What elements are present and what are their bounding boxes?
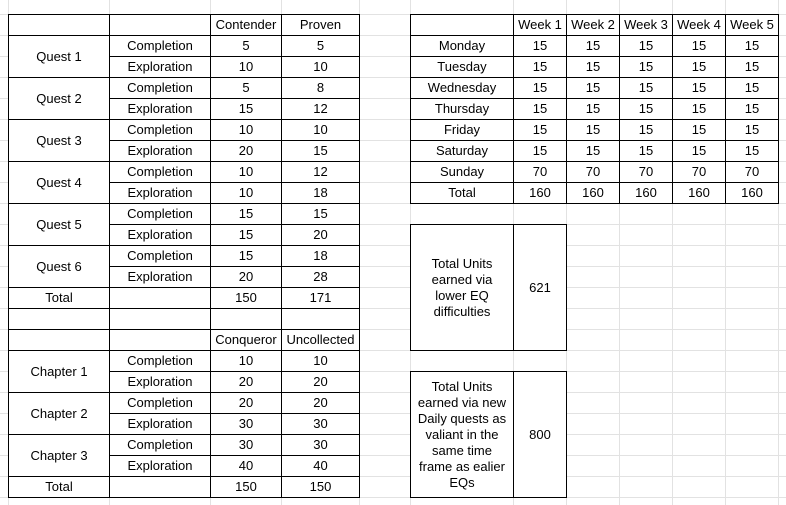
- table-row: [411, 36, 779, 57]
- week-value[interactable]: 15: [567, 78, 620, 99]
- chapters-table: [8, 329, 360, 498]
- completion-value[interactable]: 15: [211, 204, 282, 225]
- week-value[interactable]: 15: [726, 57, 779, 78]
- week-value[interactable]: 15: [567, 120, 620, 141]
- week-value[interactable]: 15: [620, 120, 673, 141]
- exploration-label[interactable]: Exploration: [110, 99, 211, 120]
- total-row: [9, 288, 360, 309]
- exploration-label[interactable]: Exploration: [110, 225, 211, 246]
- week-value[interactable]: 15: [726, 36, 779, 57]
- summary-lower-value[interactable]: 621: [514, 225, 567, 351]
- chapter-name[interactable]: Chapter 3: [9, 435, 110, 477]
- summary-daily-value[interactable]: 800: [514, 372, 567, 498]
- header-row: [9, 15, 360, 36]
- completion-value[interactable]: 10: [211, 120, 282, 141]
- empty-cell[interactable]: [110, 288, 211, 309]
- week-value[interactable]: 15: [673, 78, 726, 99]
- week-value[interactable]: 70: [567, 162, 620, 183]
- chapter-name[interactable]: Chapter 1: [9, 351, 110, 393]
- total-value[interactable]: 160: [726, 183, 779, 204]
- table-row: [411, 78, 779, 99]
- exploration-value[interactable]: 20: [282, 372, 360, 393]
- table-row: [411, 120, 779, 141]
- empty-cell[interactable]: [9, 15, 110, 36]
- total-value[interactable]: 171: [282, 288, 360, 309]
- table-row: [9, 78, 360, 99]
- completion-label[interactable]: Completion: [110, 393, 211, 414]
- completion-value[interactable]: 10: [282, 120, 360, 141]
- empty-cell[interactable]: [211, 309, 282, 330]
- quests-table: [8, 14, 360, 330]
- exploration-value[interactable]: 20: [211, 372, 282, 393]
- week-value[interactable]: 15: [514, 141, 567, 162]
- week-value[interactable]: 15: [620, 36, 673, 57]
- completion-value[interactable]: 8: [282, 78, 360, 99]
- total-value[interactable]: 160: [567, 183, 620, 204]
- total-value[interactable]: 150: [211, 477, 282, 498]
- completion-label[interactable]: Completion: [110, 162, 211, 183]
- week-value[interactable]: 70: [620, 162, 673, 183]
- summary-daily-label[interactable]: Total Units earned via new Daily quests as valiant in the same time frame as ealier EQs: [411, 372, 514, 498]
- summary-lower-label[interactable]: Total Units earned via lower EQ difficulties: [411, 225, 514, 351]
- completion-label[interactable]: Completion: [110, 204, 211, 225]
- week-value[interactable]: 15: [620, 99, 673, 120]
- week-value[interactable]: 70: [673, 162, 726, 183]
- exploration-value[interactable]: 28: [282, 267, 360, 288]
- table-row: [9, 204, 360, 225]
- total-label[interactable]: Total: [9, 477, 110, 498]
- exploration-label[interactable]: Exploration: [110, 414, 211, 435]
- exploration-value[interactable]: 30: [211, 414, 282, 435]
- table-row: [9, 162, 360, 183]
- exploration-label[interactable]: Exploration: [110, 141, 211, 162]
- week-value[interactable]: 70: [514, 162, 567, 183]
- empty-cell[interactable]: [110, 15, 211, 36]
- summary-lower-eq: [410, 224, 567, 351]
- week-value[interactable]: 15: [514, 78, 567, 99]
- week-value[interactable]: 70: [726, 162, 779, 183]
- day-label[interactable]: Wednesday: [411, 78, 514, 99]
- week-header[interactable]: Week 3: [620, 15, 673, 36]
- completion-value[interactable]: 5: [282, 36, 360, 57]
- completion-label[interactable]: Completion: [110, 435, 211, 456]
- day-label[interactable]: Friday: [411, 120, 514, 141]
- header-row: [411, 15, 779, 36]
- exploration-value[interactable]: 10: [282, 57, 360, 78]
- table-row: [9, 435, 360, 456]
- exploration-value[interactable]: 30: [282, 414, 360, 435]
- chapter-header-1[interactable]: Conqueror: [211, 330, 282, 351]
- week-header[interactable]: Week 4: [673, 15, 726, 36]
- total-value[interactable]: 160: [620, 183, 673, 204]
- table-row: [9, 393, 360, 414]
- blank-row: [9, 309, 360, 330]
- exploration-value[interactable]: 20: [211, 141, 282, 162]
- total-label[interactable]: Total: [411, 183, 514, 204]
- day-label[interactable]: Tuesday: [411, 57, 514, 78]
- day-label[interactable]: Saturday: [411, 141, 514, 162]
- week-value[interactable]: 15: [567, 36, 620, 57]
- week-value[interactable]: 15: [726, 99, 779, 120]
- table-row: [411, 162, 779, 183]
- exploration-label[interactable]: Exploration: [110, 372, 211, 393]
- total-row: [9, 477, 360, 498]
- completion-value[interactable]: 10: [282, 351, 360, 372]
- completion-value[interactable]: 15: [282, 204, 360, 225]
- week-header[interactable]: Week 2: [567, 15, 620, 36]
- total-row: [411, 183, 779, 204]
- week-value[interactable]: 15: [620, 57, 673, 78]
- exploration-value[interactable]: 12: [282, 99, 360, 120]
- exploration-label[interactable]: Exploration: [110, 57, 211, 78]
- table-row: [9, 36, 360, 57]
- completion-value[interactable]: 5: [211, 36, 282, 57]
- quest-name[interactable]: Quest 1: [9, 36, 110, 78]
- table-row: [9, 351, 360, 372]
- week-value[interactable]: 15: [726, 78, 779, 99]
- table-row: [9, 246, 360, 267]
- table-row: [411, 57, 779, 78]
- exploration-value[interactable]: 18: [282, 183, 360, 204]
- week-value[interactable]: 15: [673, 57, 726, 78]
- empty-cell[interactable]: [110, 330, 211, 351]
- week-header[interactable]: Week 5: [726, 15, 779, 36]
- chapter-header-2[interactable]: Uncollected: [282, 330, 360, 351]
- week-value[interactable]: 15: [673, 36, 726, 57]
- week-value[interactable]: 15: [726, 141, 779, 162]
- quest-name[interactable]: Quest 4: [9, 162, 110, 204]
- completion-value[interactable]: 20: [282, 393, 360, 414]
- total-label[interactable]: Total: [9, 288, 110, 309]
- day-label[interactable]: Monday: [411, 36, 514, 57]
- exploration-value[interactable]: 10: [211, 57, 282, 78]
- total-value[interactable]: 160: [673, 183, 726, 204]
- quest-name[interactable]: Quest 3: [9, 120, 110, 162]
- quest-name[interactable]: Quest 5: [9, 204, 110, 246]
- completion-label[interactable]: Completion: [110, 246, 211, 267]
- exploration-label[interactable]: Exploration: [110, 267, 211, 288]
- completion-label[interactable]: Completion: [110, 78, 211, 99]
- exploration-label[interactable]: Exploration: [110, 456, 211, 477]
- empty-cell[interactable]: [9, 330, 110, 351]
- completion-value[interactable]: 12: [282, 162, 360, 183]
- exploration-value[interactable]: 20: [211, 267, 282, 288]
- completion-label[interactable]: Completion: [110, 120, 211, 141]
- total-value[interactable]: 150: [211, 288, 282, 309]
- week-value[interactable]: 15: [567, 57, 620, 78]
- week-value[interactable]: 15: [673, 120, 726, 141]
- exploration-value[interactable]: 40: [282, 456, 360, 477]
- week-value[interactable]: 15: [726, 120, 779, 141]
- week-value[interactable]: 15: [567, 141, 620, 162]
- week-value[interactable]: 15: [620, 141, 673, 162]
- completion-value[interactable]: 5: [211, 78, 282, 99]
- week-header[interactable]: Week 1: [514, 15, 567, 36]
- exploration-value[interactable]: 20: [282, 225, 360, 246]
- empty-cell[interactable]: [110, 477, 211, 498]
- completion-value[interactable]: 18: [282, 246, 360, 267]
- empty-cell[interactable]: [110, 309, 211, 330]
- table-row: [9, 120, 360, 141]
- week-value[interactable]: 15: [567, 99, 620, 120]
- exploration-value[interactable]: 15: [282, 141, 360, 162]
- header-row: [9, 330, 360, 351]
- exploration-label[interactable]: Exploration: [110, 183, 211, 204]
- week-value[interactable]: 15: [514, 99, 567, 120]
- quest-header-2[interactable]: Proven: [282, 15, 360, 36]
- quest-name[interactable]: Quest 2: [9, 78, 110, 120]
- week-value[interactable]: 15: [514, 57, 567, 78]
- completion-label[interactable]: Completion: [110, 351, 211, 372]
- day-label[interactable]: Sunday: [411, 162, 514, 183]
- week-value[interactable]: 15: [514, 36, 567, 57]
- quest-header-1[interactable]: Contender: [211, 15, 282, 36]
- day-label[interactable]: Thursday: [411, 99, 514, 120]
- chapter-name[interactable]: Chapter 2: [9, 393, 110, 435]
- quest-name[interactable]: Quest 6: [9, 246, 110, 288]
- completion-value[interactable]: 10: [211, 351, 282, 372]
- exploration-value[interactable]: 15: [211, 99, 282, 120]
- table-row: [411, 99, 779, 120]
- total-value[interactable]: 150: [282, 477, 360, 498]
- weekly-units-table: [410, 14, 779, 204]
- table-row: [411, 141, 779, 162]
- week-value[interactable]: 15: [514, 120, 567, 141]
- empty-cell[interactable]: [411, 15, 514, 36]
- exploration-value[interactable]: 10: [211, 183, 282, 204]
- exploration-value[interactable]: 15: [211, 225, 282, 246]
- completion-value[interactable]: 10: [211, 162, 282, 183]
- empty-cell[interactable]: [9, 309, 110, 330]
- completion-label[interactable]: Completion: [110, 36, 211, 57]
- week-value[interactable]: 15: [620, 78, 673, 99]
- completion-value[interactable]: 20: [211, 393, 282, 414]
- empty-cell[interactable]: [282, 309, 360, 330]
- week-value[interactable]: 15: [673, 141, 726, 162]
- exploration-value[interactable]: 40: [211, 456, 282, 477]
- completion-value[interactable]: 30: [282, 435, 360, 456]
- completion-value[interactable]: 30: [211, 435, 282, 456]
- total-value[interactable]: 160: [514, 183, 567, 204]
- week-value[interactable]: 15: [673, 99, 726, 120]
- summary-daily-quests: [410, 371, 567, 498]
- completion-value[interactable]: 15: [211, 246, 282, 267]
